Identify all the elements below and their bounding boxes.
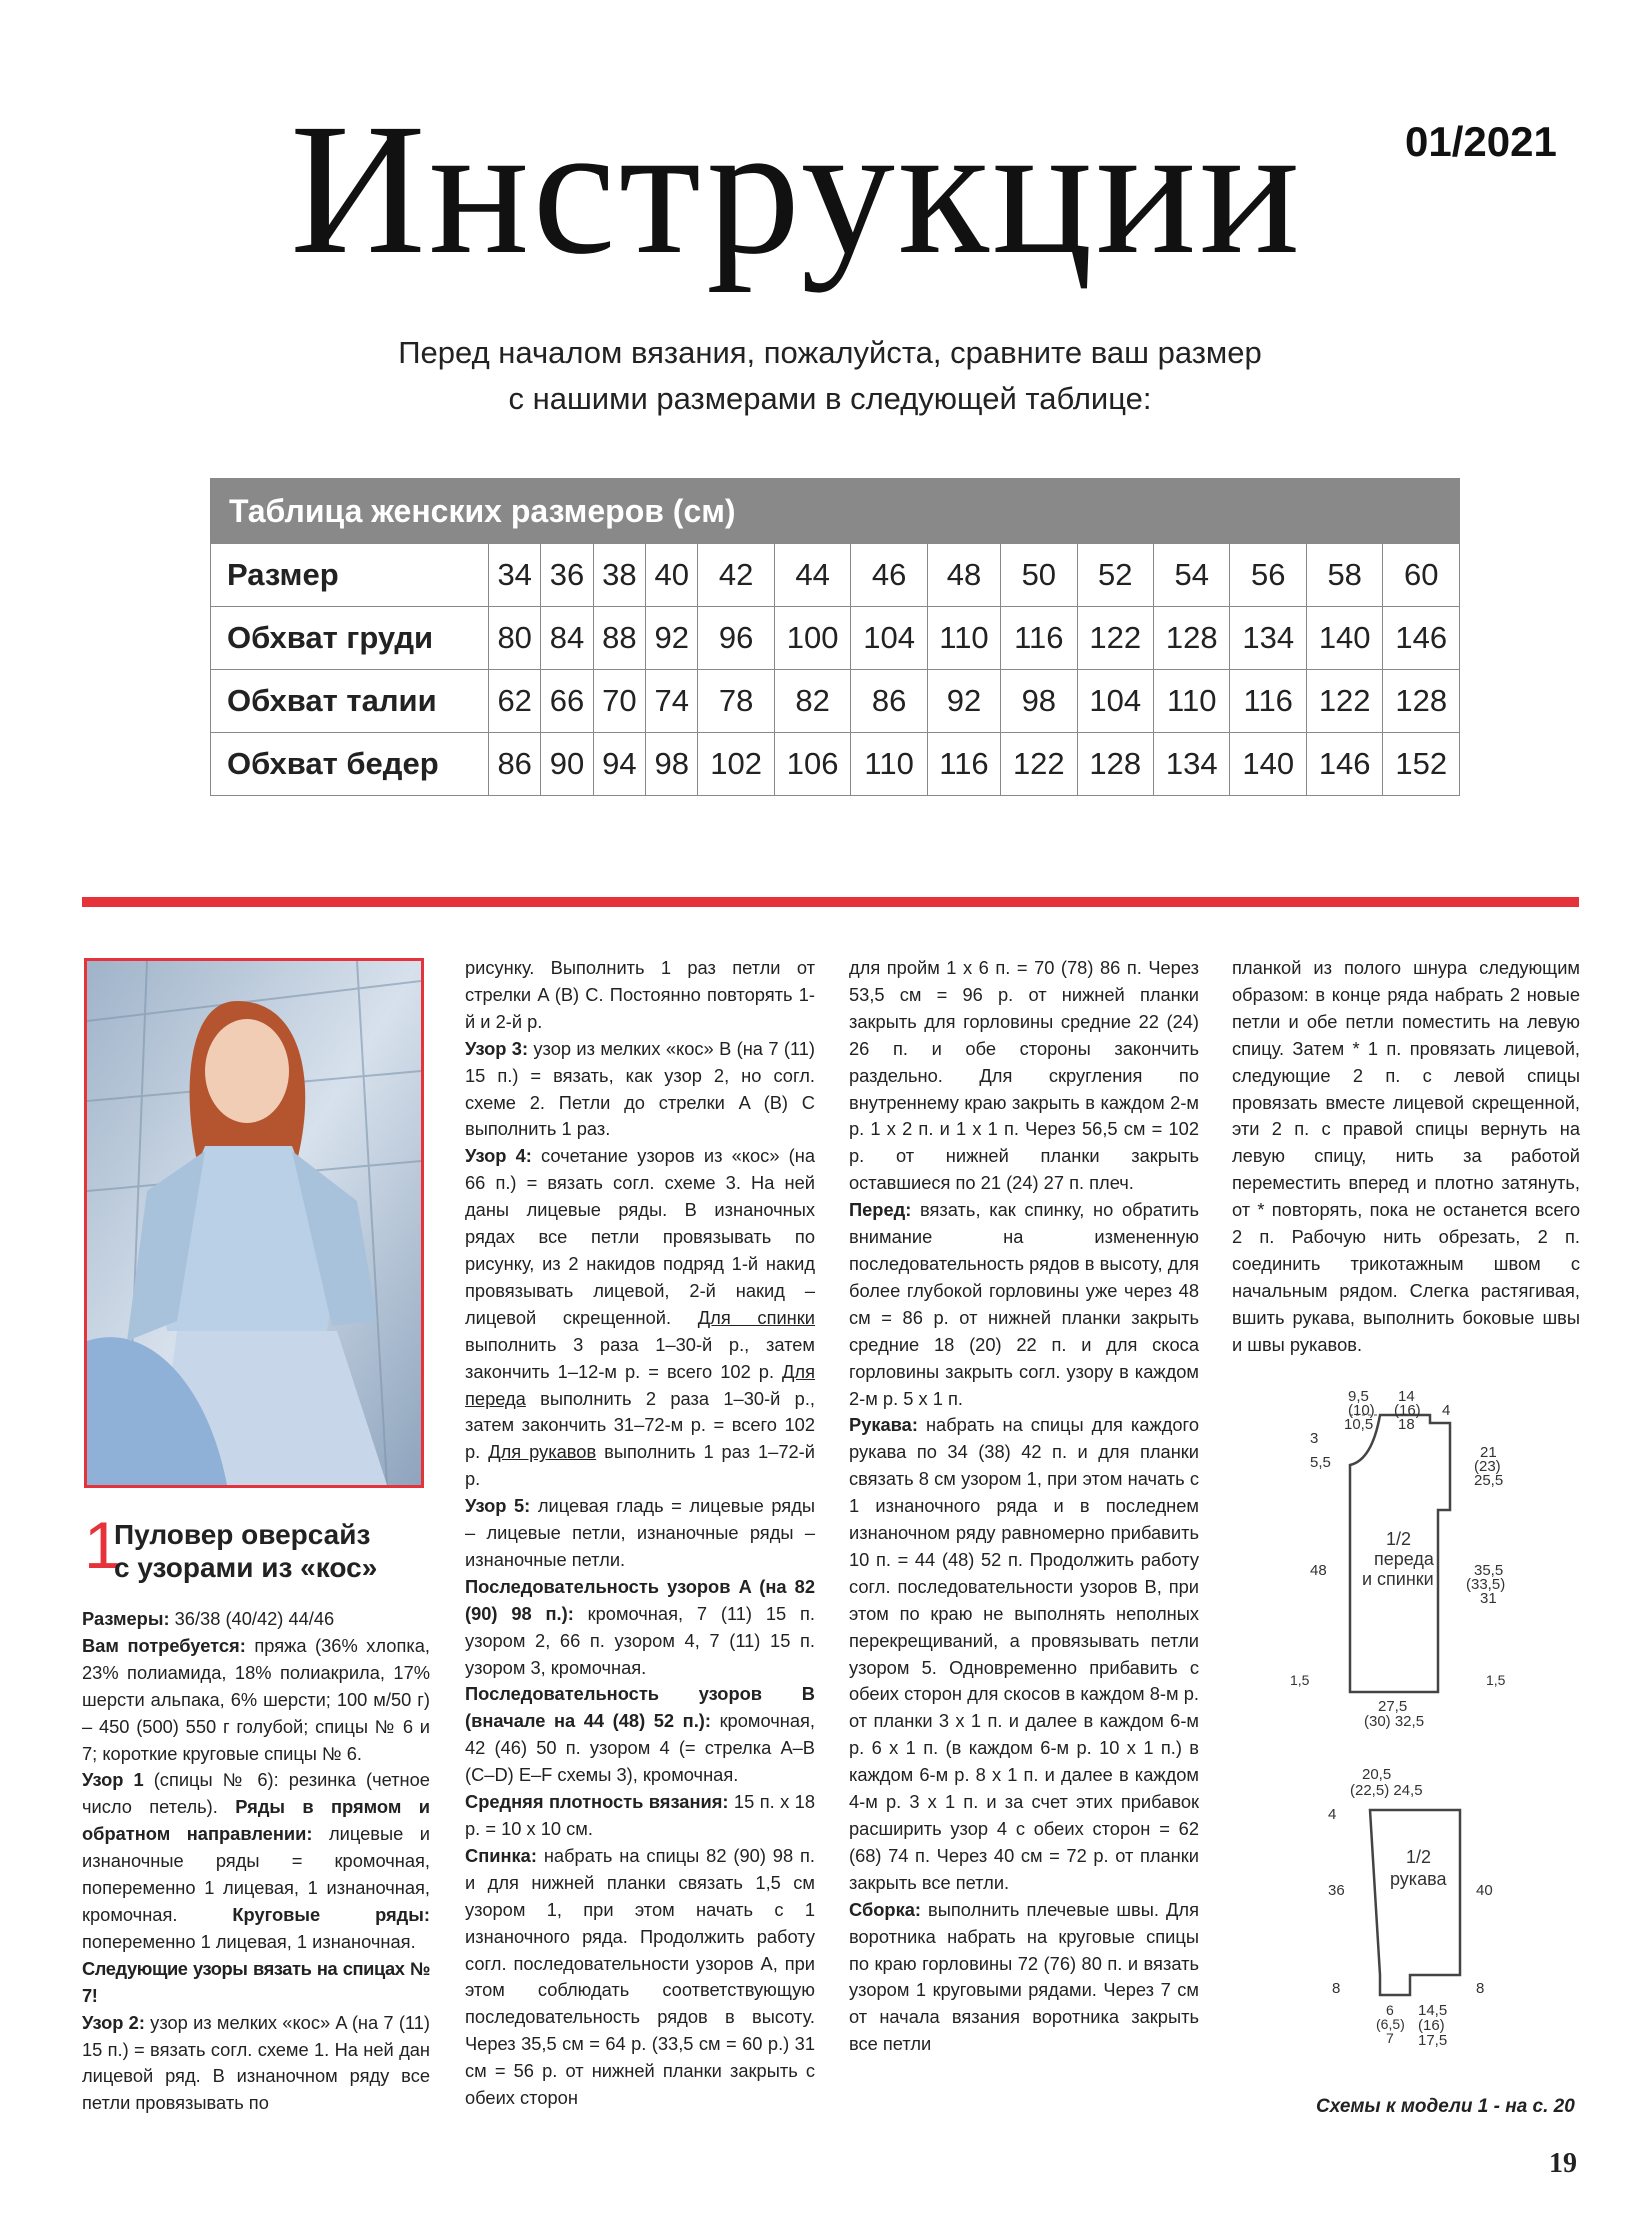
text: попеременно 1 лицевая, 1 изнаночная.	[82, 1930, 416, 1952]
piece-label: 1/2	[1386, 1529, 1412, 1549]
table-cell: 56	[1230, 544, 1306, 607]
paragraph	[465, 1493, 815, 1574]
dim-label: 4	[1442, 1402, 1451, 1419]
table-cell: 146	[1383, 607, 1460, 670]
table-cell: 134	[1230, 607, 1306, 670]
dim-label: (22,5) 24,5	[1350, 1782, 1423, 1799]
model-title-line-2: с узорами из «кос»	[114, 1552, 378, 1583]
label: Узор 3:	[465, 1037, 529, 1059]
label: Вам потребуется:	[82, 1634, 246, 1656]
label: Последовательность узоров B (вначале на 44 (48) 52 п.):	[465, 1683, 815, 1732]
table-cell: 110	[851, 733, 927, 796]
piece-label: и спинки	[1362, 1569, 1434, 1589]
body-schematic	[1290, 1385, 1530, 1730]
text: кромочная, 7 (11) 15 п. узором 2, 66 п. узором 4, 7 (11) 15 п. узором 3, кромочная.	[465, 1602, 815, 1678]
table-cell: 92	[646, 607, 698, 670]
dim-label: 3	[1310, 1430, 1319, 1447]
paragraph	[465, 1789, 815, 1843]
underlined-text: Для переда	[465, 1360, 815, 1409]
paragraph	[82, 1633, 430, 1768]
dim-label: 40	[1476, 1882, 1493, 1899]
table-row	[211, 544, 1460, 607]
paragraph: рисунку. Выполнить 1 раз петли от стрелки A (B) C. Постоянно повторять 1-й и 2-й р.	[465, 957, 815, 1032]
paragraph	[465, 1681, 815, 1789]
dim-label: 7	[1386, 2030, 1394, 2046]
dim-label: (30) 32,5	[1364, 1713, 1425, 1730]
dim-label: 10,5	[1344, 1416, 1374, 1433]
paragraph	[849, 1897, 1199, 2058]
table-cell: 128	[1383, 670, 1460, 733]
row-label: Размер	[211, 544, 489, 607]
model-title	[114, 1518, 377, 1584]
dim-label: (23)	[1474, 1458, 1501, 1475]
dim-label: 1,5	[1290, 1672, 1310, 1688]
paragraph	[82, 1606, 430, 1633]
table-cell: 58	[1306, 544, 1382, 607]
table-cell: 60	[1383, 544, 1460, 607]
size-table-body	[211, 544, 1460, 796]
table-cell: 116	[1001, 607, 1077, 670]
text-column-3	[849, 955, 1199, 2058]
text: лицевые и изнаночные ряды = кромочная, попеременно 1 лицевая, 1 изнаночная, кромочная.	[82, 1823, 431, 1925]
table-cell: 94	[593, 733, 645, 796]
dim-label: 14,5	[1418, 2002, 1448, 2019]
text: 15 п. x 18 р. = 10 x 10 см.	[465, 1791, 816, 1839]
text: пряжа (36% хлопка, 23% полиамида, 18% полиакрила, 17% шерсти альпака, 6% шерсти; 100 м/50 г) – 450 (500) 550 г голубой; спицы № 6 и 7; короткие круговые спицы № 6.	[82, 1634, 430, 1764]
table-cell: 82	[774, 670, 850, 733]
table-cell: 48	[927, 544, 1000, 607]
row-label: Обхват груди	[211, 607, 489, 670]
label: Перед:	[849, 1199, 912, 1221]
paragraph	[849, 1197, 1199, 1412]
paragraph: планкой из полого шнура следующим образом: в конце ряда набрать 2 новые петли и обе петли поместить на левую спицу. Затем * 1 п. провязать лицевой, следующие 2 п. с левой спицы провязать вместе лицевой скрещенной, эти 2 п. с правой спицы вернуть на левую спицу, нить за работой переместить вперед и плотно затянуть, от * повторять, пока не останется всего 2 п. Рабочую нить обрезать, 2 п. соединить трикотажным швом с начальным рядом. Слегка растягивая, вшить рукава, выполнить боковые швы и швы рукавов.	[1232, 957, 1580, 1355]
paragraph: для пройм 1 x 6 п. = 70 (78) 86 п. Через 53,5 см = 96 р. от нижней планки закрыть для горловины средние 22 (24) 26 п. и обе стороны закончить раздельно. Для скругления по внутреннему краю закрыть в каждом 2-м р. 1 x 2 п. и 1 x 1 п. Через 56,5 см = 102 р. от нижней планки закрыть оставшиеся по 21 (24) 27 п. плеч.	[849, 957, 1199, 1194]
dim-label: (16)	[1418, 2017, 1445, 2034]
table-cell: 46	[851, 544, 927, 607]
model-title-line-1: Пуловер оверсайз	[114, 1519, 371, 1550]
paragraph	[82, 2010, 430, 2118]
table-cell: 74	[646, 670, 698, 733]
paragraph	[465, 1143, 815, 1493]
dim-label: 8	[1332, 1980, 1341, 1997]
dim-label: (6,5)	[1376, 2016, 1405, 2032]
text-column-4	[1232, 955, 1580, 1359]
table-cell: 54	[1154, 544, 1230, 607]
model-number: 1	[84, 1508, 121, 1582]
table-cell: 122	[1306, 670, 1382, 733]
table-cell: 50	[1001, 544, 1077, 607]
table-cell: 116	[927, 733, 1000, 796]
table-cell: 38	[593, 544, 645, 607]
text: набрать на спицы для каждого рукава по 34 (38) 42 п. и для планки связать 8 см узором 1, при этом начать с 1 изнаночного ряда и в последнем изнаночном ряду равномерно прибавить 10 п. = 44 (48) 52 п. Продолжить работу согл. последовательности узоров B, при этом по краю не выполнять неполных перекрещиваний, а провязывать петли узором 5. Одновременно прибавить с обеих сторон для скосов в каждом 8-м р. от планки 3 x 1 п. и далее в каждом 6-м р. 6 x 1 п. (в каждом 6-м р. 10 x 1 п.) в каждом 6-м р. 8 x 1 п. и далее в каждом 4-м р. 3 x 1 п. и за счет этих прибавок расширить узор 4 с обеих сторон = 62 (68) 74 п. Через 40 см = 72 р. от планки закрыть все петли.	[849, 1414, 1199, 1893]
dim-label: 31	[1480, 1590, 1497, 1607]
piece-label: 1/2	[1406, 1847, 1432, 1867]
table-cell: 98	[1001, 670, 1077, 733]
dim-label: 6	[1386, 2002, 1394, 2018]
table-cell: 122	[1001, 733, 1077, 796]
text-column-2	[465, 955, 815, 2112]
row-label: Обхват бедер	[211, 733, 489, 796]
page-title: Инструкции	[290, 84, 1303, 293]
table-cell: 100	[774, 607, 850, 670]
table-cell: 78	[698, 670, 774, 733]
table-cell: 152	[1383, 733, 1460, 796]
table-cell: 40	[646, 544, 698, 607]
table-cell: 146	[1306, 733, 1382, 796]
table-cell: 86	[489, 733, 541, 796]
text: сочетание узоров из «кос» (на 66 п.) = вязать согл. схеме 3. На ней даны лицевые ряды. В изнаночных рядах все петли провязывать по рисунку, из 2 накидов подряд 1-й накид провязывать лицевой, 2-й накид – лицевой скрещенной.	[465, 1145, 815, 1328]
label: Сборка:	[849, 1898, 921, 1920]
dim-label: 9,5	[1348, 1388, 1369, 1405]
dim-label: 35,5	[1474, 1562, 1504, 1579]
dim-label: 8	[1476, 1980, 1485, 1997]
table-cell: 134	[1154, 733, 1230, 796]
dim-label: 20,5	[1362, 1766, 1392, 1783]
table-cell: 128	[1154, 607, 1230, 670]
table-cell: 86	[851, 670, 927, 733]
dim-label: 27,5	[1378, 1698, 1408, 1715]
dim-label: 48	[1310, 1562, 1327, 1579]
label: Ряды в прямом и обратном направлении:	[82, 1796, 430, 1845]
text: узор из мелких «кос» B (на 7 (11) 15 п.) = вязать, как узор 2, но согл. схеме 2. Петли до стрелки A (B) C выполнить 1 раз.	[465, 1037, 816, 1140]
table-cell: 70	[593, 670, 645, 733]
piece-label: рукава	[1390, 1869, 1447, 1889]
label: Последовательность узоров A (на 82 (90) 98 п.):	[465, 1575, 815, 1624]
table-cell: 140	[1230, 733, 1306, 796]
table-cell: 92	[927, 670, 1000, 733]
dim-label: 14	[1398, 1388, 1415, 1405]
intro-line-2: с нашими размерами в следующей таблице:	[508, 381, 1152, 416]
text: выполнить 1 раз 1–72-й р.	[465, 1441, 815, 1490]
text-column-1	[82, 1606, 430, 2117]
dim-label: 4	[1328, 1806, 1337, 1823]
label: Рукава:	[849, 1414, 918, 1436]
text: набрать на спицы 82 (90) 98 п. и для нижней планки связать 1,5 см узором 1, при этом начать с 1 изнаночного ряда. Продолжить работу согл. последовательности узоров A, при этом соблюдать соответствующую последовательность рядов в высоту. Через 35,5 см = 64 р. (33,5 см = 60 р.) 31 см = 56 р. от нижней планки закрыть с обеих сторон	[465, 1844, 815, 2109]
table-row	[211, 607, 1460, 670]
intro-line-1: Перед началом вязания, пожалуйста, сравните ваш размер	[398, 335, 1262, 370]
table-cell: 34	[489, 544, 541, 607]
sleeve-schematic	[1310, 1765, 1510, 2055]
text: лицевая гладь = лицевые ряды – лицевые петли, изнаночные ряды – изнаночные петли.	[465, 1495, 815, 1570]
table-cell: 90	[541, 733, 593, 796]
table-cell: 44	[774, 544, 850, 607]
text: 36/38 (40/42) 44/46	[169, 1608, 335, 1629]
table-cell: 98	[646, 733, 698, 796]
text: выполнить плечевые швы. Для воротника набрать на круговые спицы по краю горловины 72 (76) 80 п. и вязать узором 1 круговыми рядами. Через 7 см от начала вязания воротника закрыть все петли	[849, 1898, 1199, 2055]
table-cell: 96	[698, 607, 774, 670]
intro-text	[300, 330, 1360, 422]
paragraph	[82, 1956, 430, 2010]
row-label: Обхват талии	[211, 670, 489, 733]
table-cell: 42	[698, 544, 774, 607]
label: Узор 1	[82, 1769, 144, 1791]
text: выполнить 3 раза 1–30-й р., затем закончить 1–12-м р. = всего 102 р.	[465, 1333, 815, 1382]
paragraph	[849, 1412, 1199, 1896]
dim-label: (10)	[1348, 1402, 1375, 1419]
label: Узор 4:	[465, 1145, 532, 1167]
dim-label: (16)	[1394, 1402, 1421, 1419]
text: выполнить 2 раза 1–30-й р., затем закончить 31–72-м р. = всего 102 р.	[465, 1387, 815, 1463]
paragraph	[465, 1036, 815, 1144]
note: Следующие узоры вязать на спицах № 7!	[82, 1957, 430, 2006]
text: кромочная, 42 (46) 50 п. узором 4 (= стрелка A–B (C–D) E–F схемы 3), кромочная.	[465, 1710, 815, 1786]
model-photo	[84, 958, 424, 1488]
table-cell: 110	[927, 607, 1000, 670]
size-table	[210, 478, 1460, 796]
table-cell: 128	[1077, 733, 1153, 796]
table-cell: 80	[489, 607, 541, 670]
table-cell: 88	[593, 607, 645, 670]
section-divider	[82, 897, 1579, 907]
paragraph	[82, 1767, 430, 1955]
table-cell: 122	[1077, 607, 1153, 670]
table-cell: 84	[541, 607, 593, 670]
size-table-title: Таблица женских размеров (см)	[211, 479, 1460, 544]
table-cell: 104	[851, 607, 927, 670]
dim-label: 21	[1480, 1444, 1497, 1461]
label: Круговые ряды:	[232, 1903, 430, 1925]
piece-label: переда	[1374, 1549, 1434, 1569]
table-cell: 104	[1077, 670, 1153, 733]
dim-label: 36	[1328, 1882, 1345, 1899]
label: Размеры:	[82, 1608, 170, 1629]
table-cell: 62	[489, 670, 541, 733]
table-cell: 140	[1306, 607, 1382, 670]
underlined-text: Для спинки	[697, 1306, 815, 1328]
label: Узор 5:	[465, 1495, 531, 1517]
dim-label: 17,5	[1418, 2032, 1448, 2049]
label: Средняя плотность вязания:	[465, 1791, 729, 1813]
underlined-text: Для рукавов	[488, 1441, 597, 1463]
dim-label: 18	[1398, 1416, 1415, 1433]
model-photo-illustration	[87, 961, 421, 1485]
page-number: 19	[1549, 2148, 1577, 2179]
table-cell: 116	[1230, 670, 1306, 733]
dim-label: 5,5	[1310, 1454, 1331, 1471]
table-cell: 36	[541, 544, 593, 607]
issue-number: 01/2021	[1405, 118, 1557, 165]
dim-label: 1,5	[1486, 1672, 1506, 1688]
text: вязать, как спинку, но обратить внимание на измененную последовательность рядов в высоту, для более глубокой горловины уже через 48 см = 86 р. от нижней планки закрыть средние 18 (20) 22 п. и для скоса горловины закрыть согл. узору в каждом 2-м р. 5 x 1 п.	[849, 1199, 1199, 1409]
paragraph	[465, 1843, 815, 2112]
label: Спинка:	[465, 1844, 537, 1866]
table-row	[211, 733, 1460, 796]
dim-label: 25,5	[1474, 1472, 1504, 1489]
paragraph	[465, 1574, 815, 1682]
table-cell: 106	[774, 733, 850, 796]
table-cell: 52	[1077, 544, 1153, 607]
dim-label: (33,5)	[1466, 1576, 1506, 1593]
label: Узор 2:	[82, 2011, 145, 2033]
table-cell: 66	[541, 670, 593, 733]
table-cell: 110	[1154, 670, 1230, 733]
schematics-caption: Схемы к модели 1 - на с. 20	[1316, 2096, 1575, 2117]
text: узор из мелких «кос» A (на 7 (11) 15 п.) = вязать согл. схеме 1. На ней дан лицевой ряд. В изнаночном ряду все петли провязывать по	[82, 2011, 430, 2114]
text: (спицы № 6): резинка (четное число петель).	[82, 1769, 430, 1818]
table-row	[211, 670, 1460, 733]
table-cell: 102	[698, 733, 774, 796]
